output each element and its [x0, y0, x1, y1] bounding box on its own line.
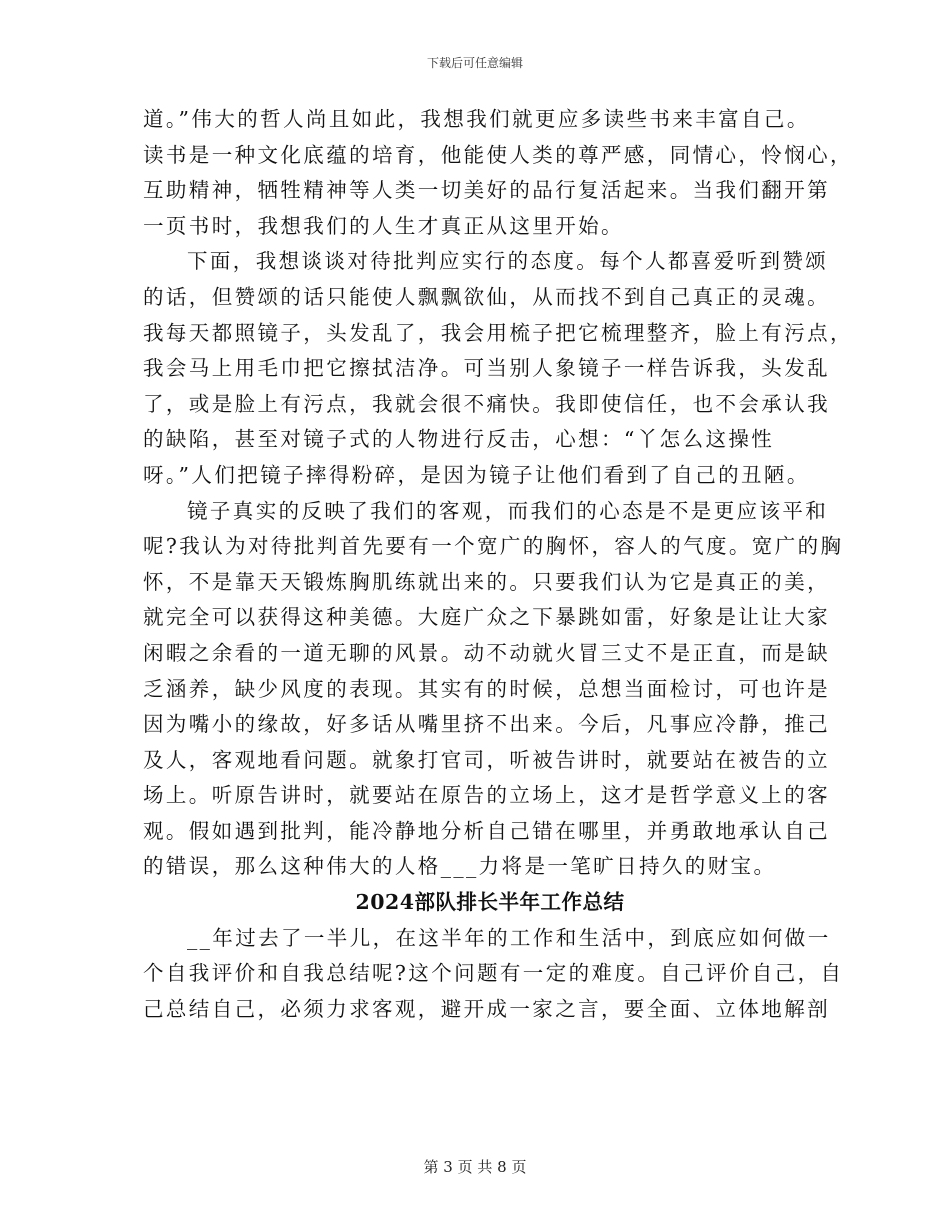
text-line: 就完全可以获得这种美德。大庭广众之下暴跳如雷，好象是让让大家	[143, 605, 830, 630]
text-line: 一页书时，我想我们的人生才真正从这里开始。	[143, 213, 624, 238]
section-heading: 2024部队排长半年工作总结	[355, 890, 625, 915]
text-line: 个自我评价和自我总结呢?这个问题有一定的难度。自己评价自己，自	[143, 961, 844, 986]
paragraph-start-line: 下面，我想谈谈对待批判应实行的态度。每个人都喜爱听到赞颂	[187, 249, 829, 274]
text-line: 读书是一种文化底蕴的培育，他能使人类的尊严感，同情心，怜悯心，	[143, 142, 853, 167]
text-line: 呀。”人们把镜子摔得粉碎，是因为镜子让他们看到了自己的丑陋。	[143, 462, 810, 487]
text-line: 道。”伟大的哲人尚且如此，我想我们就更应多读些书来丰富自己。	[143, 107, 810, 131]
text-line: 怀，不是靠天天锻炼胸肌练就出来的。只要我们认为它是真正的美，	[143, 569, 830, 594]
paragraph-start-line: __年过去了一半儿，在这半年的工作和生活中，到底应如何做一	[187, 925, 831, 950]
text-line: 的话，但赞颂的话只能使人飘飘欲仙，从而找不到自己真正的灵魂。	[143, 284, 830, 309]
text-line: 的缺陷，甚至对镜子式的人物进行反击，心想：“丫怎么这操性	[143, 427, 775, 452]
text-line: 乏涵养，缺少风度的表现。其实有的时候，总想当面检讨，可也许是	[143, 676, 830, 701]
text-line: 了，或是脸上有污点，我就会很不痛快。我即使信任，也不会承认我	[143, 391, 830, 416]
page-header-note: 下载后可任意编辑	[426, 56, 523, 70]
text-line: 场上。听原告讲时，就要站在原告的立场上，这才是哲学意义上的客	[143, 783, 830, 808]
text-line: 的错误，那么这种伟大的人格___力将是一笔旷日持久的财宝。	[143, 854, 777, 879]
text-line: 闲暇之余看的一道无聊的风景。动不动就火冒三丈不是正直，而是缺	[143, 640, 830, 665]
text-line: 互助精神，牺牲精神等人类一切美好的品行复活起来。当我们翻开第	[143, 178, 830, 203]
paragraph-start-line: 镜子真实的反映了我们的客观，而我们的心态是不是更应该平和	[187, 498, 829, 523]
document-body	[143, 102, 853, 1027]
text-line: 因为嘴小的缘故，好多话从嘴里挤不出来。今后，凡事应冷静，推己	[143, 712, 830, 737]
text-line: 呢?我认为对待批判首先要有一个宽广的胸怀，容人的气度。宽广的胸	[143, 534, 844, 559]
text-line: 及人，客观地看问题。就象打官司，听被告讲时，就要站在被告的立	[143, 747, 830, 772]
text-line: 己总结自己，必须力求客观，避开成一家之言，要全面、立体地解剖	[143, 996, 830, 1021]
text-line: 我会马上用毛巾把它擦拭洁净。可当别人象镜子一样告诉我，头发乱	[143, 356, 830, 381]
text-line: 我每天都照镜子，头发乱了，我会用梳子把它梳理整齐，脸上有污点，	[143, 320, 853, 345]
page-number-footer: 第 3 页 共 8 页	[423, 1158, 527, 1176]
text-line: 观。假如遇到批判，能冷静地分析自己错在哪里，并勇敢地承认自己	[143, 818, 830, 843]
